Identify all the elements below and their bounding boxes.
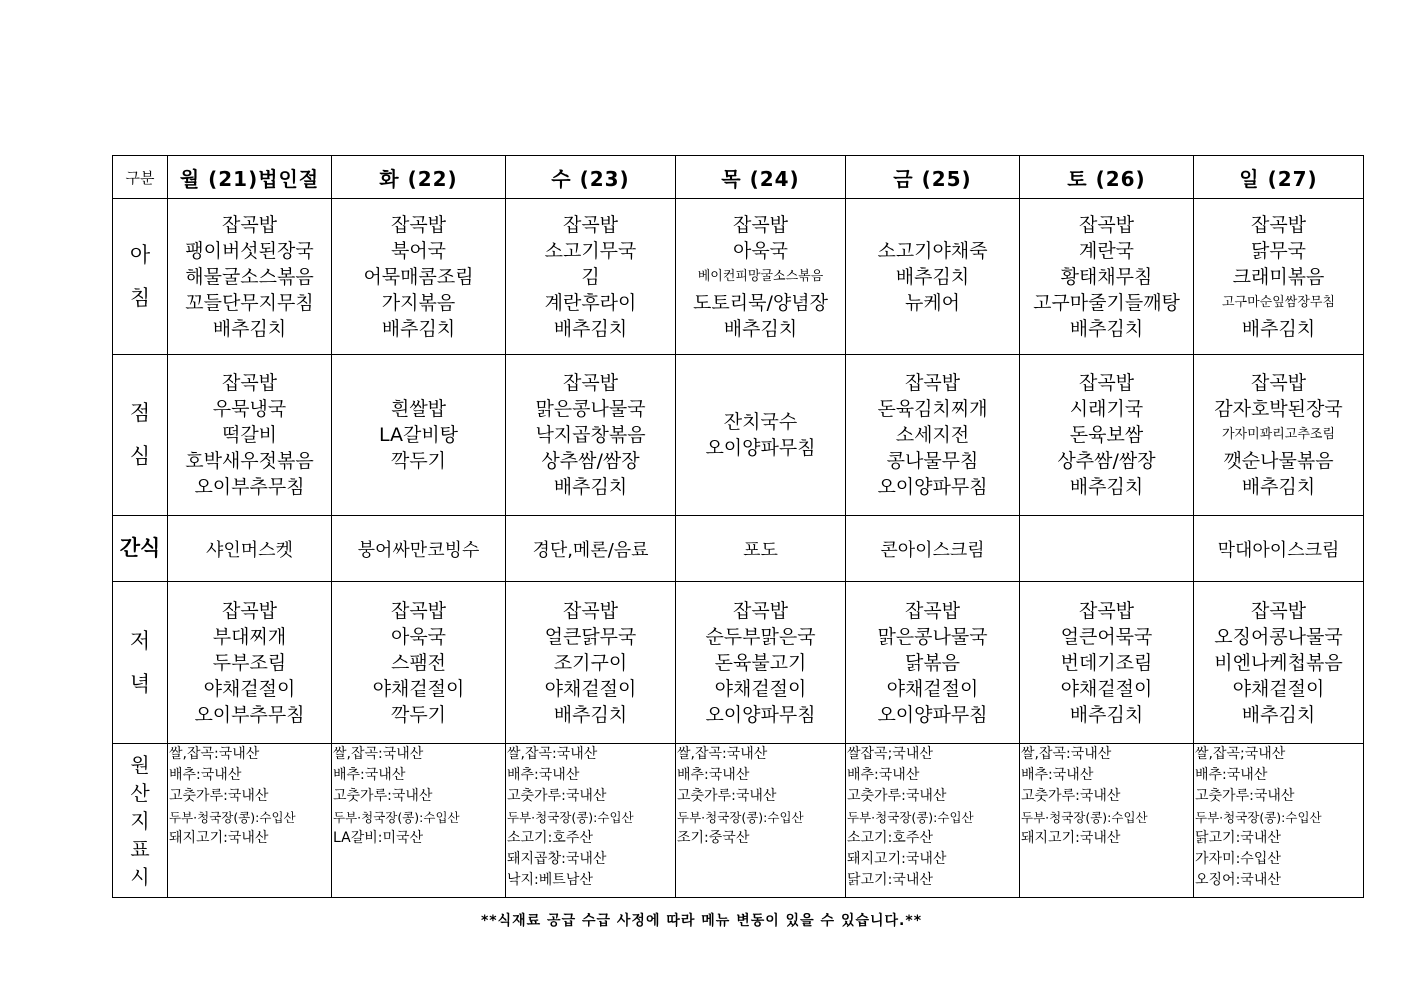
origin-item: 조기:중국산: [677, 830, 750, 846]
menu-item: 부대찌개: [212, 625, 287, 648]
origin-item: 가자미:수입산: [1195, 851, 1281, 867]
lunch-cell-tue: [332, 355, 506, 516]
menu-item: 시래기국: [1069, 398, 1144, 420]
menu-item: 야채겉절이: [886, 677, 979, 700]
menu-item: 해물굴소스볶음: [185, 265, 314, 288]
menu-item: 맑은콩나물국: [535, 398, 646, 420]
origin-label: [113, 744, 168, 898]
origin-item: LA갈비:미국산: [333, 830, 424, 846]
menu-item: 배추김치: [723, 317, 798, 340]
menu-item: 고구마순잎쌈장무침: [1221, 294, 1336, 310]
menu-item: 어묵매콤조림: [363, 265, 474, 288]
menu-item: 가지볶음: [381, 291, 456, 314]
snack-cell-sat: [1020, 516, 1194, 582]
menu-item: 김: [581, 265, 600, 288]
breakfast-cell-wed: [506, 199, 676, 355]
origin-item: 쌀,잡곡:국내산: [169, 746, 260, 762]
origin-item: 쌀,잡곡:국내산: [1021, 746, 1112, 762]
origin-item: 고춧가루:국내산: [333, 788, 433, 804]
menu-item: 배추김치: [895, 265, 970, 288]
menu-item: 도토리묵/양념장: [693, 291, 828, 314]
origin-item: 고춧가루:국내산: [1021, 788, 1121, 804]
origin-item: 고춧가루:국내산: [1195, 788, 1295, 804]
breakfast-cell-sun: [1194, 199, 1364, 355]
menu-item: 오이양파무침: [705, 437, 816, 459]
dinner-cell-wed: [506, 582, 676, 744]
origin-item: 두부·청국장(콩):수입산: [1195, 810, 1322, 825]
menu-item: 비엔나케첩볶음: [1214, 651, 1343, 674]
menu-item: 배추김치: [553, 317, 628, 340]
origin-item: 닭고기:국내산: [1195, 830, 1281, 846]
origin-item: 오징어:국내산: [1195, 872, 1281, 888]
snack-cell-tue: 붕어싸만코빙수: [332, 516, 506, 582]
menu-item: 꼬들단무지무침: [185, 291, 314, 314]
dinner-cell-sat: [1020, 582, 1194, 744]
origin-item: 돼지곱창:국내산: [507, 851, 607, 867]
header-corner: 구분: [113, 156, 168, 199]
origin-item: 두부·청국장(콩):수입산: [1021, 810, 1148, 825]
header-day-tue: 화 (22): [332, 156, 506, 199]
menu-item: 팽이버섯된장국: [185, 239, 314, 262]
origin-item: 배추:국내산: [507, 767, 580, 783]
lunch-cell-wed: [506, 355, 676, 516]
origin-item: 소고기:호주산: [847, 830, 933, 846]
menu-item: 우묵냉국: [212, 398, 287, 420]
origin-item: 배추:국내산: [1021, 767, 1094, 783]
breakfast-row: [113, 199, 1364, 355]
origin-row: [113, 744, 1364, 898]
header-day-sun: 일 (27): [1194, 156, 1364, 199]
lunch-label: [113, 355, 168, 516]
origin-cell-wed: [506, 744, 676, 898]
dinner-cell-mon: [168, 582, 332, 744]
lunch-cell-sun: [1194, 355, 1364, 516]
header-day-sat: 토 (26): [1020, 156, 1194, 199]
origin-item: 소고기:호주산: [507, 830, 593, 846]
menu-item: 고구마줄기들깨탕: [1033, 291, 1180, 314]
menu-item: 북어국: [390, 239, 447, 262]
menu-item: 배추김치: [1069, 317, 1144, 340]
menu-item: 야채겉절이: [203, 677, 296, 700]
dinner-cell-thu: [676, 582, 846, 744]
label-char: 산: [130, 780, 150, 805]
menu-item: 얼큰어묵국: [1060, 625, 1153, 648]
menu-item: LA갈비탕: [378, 424, 459, 446]
origin-item: 두부·청국장(콩):수입산: [169, 810, 296, 825]
menu-item: 깻순나물볶음: [1223, 450, 1334, 472]
menu-item: 잡곡밥: [1250, 213, 1307, 236]
breakfast-label: [113, 199, 168, 355]
menu-item: 잡곡밥: [390, 213, 447, 236]
origin-item: 고춧가루:국내산: [507, 788, 607, 804]
origin-item: 배추:국내산: [333, 767, 406, 783]
origin-item: 쌀,잡곡:국내산: [677, 746, 768, 762]
menu-item: 스팸전: [390, 651, 447, 674]
origin-item: 쌀,잡곡;국내산: [1195, 746, 1286, 762]
menu-item: 오징어콩나물국: [1214, 625, 1343, 648]
origin-cell-mon: [168, 744, 332, 898]
snack-label: 간식: [113, 516, 168, 582]
menu-item: 오이부추무침: [194, 703, 305, 726]
menu-item: 잡곡밥: [1078, 213, 1135, 236]
menu-item: 돈육보쌈: [1069, 424, 1144, 446]
snack-row: [113, 516, 1364, 582]
menu-item: 잡곡밥: [390, 599, 447, 622]
header-row: [113, 156, 1364, 199]
origin-item: 고춧가루:국내산: [677, 788, 777, 804]
label-char: 침: [129, 285, 151, 310]
menu-item: 배추김치: [1069, 703, 1144, 726]
lunch-cell-fri: [846, 355, 1020, 516]
menu-item: 번데기조림: [1060, 651, 1153, 674]
label-char: 저: [129, 628, 151, 653]
breakfast-cell-thu: [676, 199, 846, 355]
menu-item: 배추김치: [1069, 476, 1144, 498]
snack-cell-sun: 막대아이스크림: [1194, 516, 1364, 582]
header-day-mon: 월 (21)법인절: [168, 156, 332, 199]
menu-item: 순두부맑은국: [705, 625, 816, 648]
origin-cell-thu: [676, 744, 846, 898]
menu-item: 맑은콩나물국: [877, 625, 988, 648]
menu-item: 잡곡밥: [221, 599, 278, 622]
origin-item: 두부·청국장(콩):수입산: [847, 810, 974, 825]
menu-item: 잡곡밥: [732, 213, 789, 236]
dinner-cell-fri: [846, 582, 1020, 744]
menu-item: 베이컨피망굴소스볶음: [697, 268, 824, 284]
label-char: 원: [130, 752, 150, 777]
label-char: 지: [130, 808, 150, 833]
menu-item: 잡곡밥: [562, 599, 619, 622]
menu-item: 상추쌈/쌈장: [541, 450, 640, 472]
menu-item: 오이양파무침: [877, 703, 988, 726]
origin-item: 닭고기:국내산: [847, 872, 933, 888]
label-char: 시: [130, 864, 150, 889]
label-char: 표: [130, 836, 150, 861]
dinner-cell-sun: [1194, 582, 1364, 744]
origin-cell-sun: [1194, 744, 1364, 898]
menu-item: 조기구이: [553, 651, 628, 674]
breakfast-cell-tue: [332, 199, 506, 355]
menu-item: 소고기무국: [544, 239, 637, 262]
menu-item: 흰쌀밥: [390, 398, 447, 420]
menu-item: 배추김치: [1241, 317, 1316, 340]
dinner-row: [113, 582, 1364, 744]
menu-item: 오이양파무침: [877, 476, 988, 498]
origin-item: 두부·청국장(콩):수입산: [677, 810, 804, 825]
menu-item: 소고기야채죽: [877, 239, 988, 262]
menu-item: 계란국: [1078, 239, 1135, 262]
menu-item: 잡곡밥: [1250, 599, 1307, 622]
label-char: 아: [129, 242, 151, 267]
menu-item: 배추김치: [553, 476, 628, 498]
menu-item: 떡갈비: [221, 424, 278, 446]
origin-item: 낙지:베트남산: [507, 872, 593, 888]
menu-item: 황태채무침: [1060, 265, 1153, 288]
lunch-cell-mon: [168, 355, 332, 516]
header-day-thu: 목 (24): [676, 156, 846, 199]
origin-cell-sat: [1020, 744, 1194, 898]
menu-item: 계란후라이: [544, 291, 637, 314]
menu-item: 크래미볶음: [1232, 265, 1325, 288]
menu-item: 깍두기: [390, 703, 447, 726]
origin-item: 두부·청국장(콩):수입산: [507, 810, 634, 825]
menu-item: 오이양파무침: [705, 703, 816, 726]
menu-item: 두부조림: [212, 651, 287, 674]
header-day-fri: 금 (25): [846, 156, 1020, 199]
origin-item: 쌀잡곡;국내산: [847, 746, 933, 762]
snack-cell-thu: 포도: [676, 516, 846, 582]
menu-item: 돈육불고기: [714, 651, 807, 674]
menu-item: 잡곡밥: [732, 599, 789, 622]
menu-item: 돈육김치찌개: [877, 398, 988, 420]
menu-item: 얼큰닭무국: [544, 625, 637, 648]
origin-item: 배추:국내산: [677, 767, 750, 783]
menu-item: 잡곡밥: [221, 372, 278, 394]
menu-item: 잔치국수: [723, 411, 798, 433]
origin-item: 쌀,잡곡:국내산: [507, 746, 598, 762]
dinner-cell-tue: [332, 582, 506, 744]
menu-item: 콩나물무침: [886, 450, 979, 472]
menu-item: 아욱국: [732, 239, 789, 262]
menu-item: 잡곡밥: [1078, 599, 1135, 622]
breakfast-cell-sat: [1020, 199, 1194, 355]
origin-item: 배추:국내산: [847, 767, 920, 783]
menu-item: 감자호박된장국: [1214, 398, 1343, 420]
label-char: 녁: [129, 671, 151, 696]
menu-item: 잡곡밥: [904, 599, 961, 622]
menu-item: 깍두기: [390, 450, 447, 472]
origin-item: 돼지고기:국내산: [169, 830, 269, 846]
origin-cell-fri: [846, 744, 1020, 898]
origin-item: 두부·청국장(콩):수입산: [333, 810, 460, 825]
origin-item: 고춧가루:국내산: [847, 788, 947, 804]
label-char: 심: [129, 444, 151, 468]
lunch-row: [113, 355, 1364, 516]
menu-item: 야채겉절이: [372, 677, 465, 700]
snack-cell-fri: 콘아이스크림: [846, 516, 1020, 582]
menu-item: 잡곡밥: [562, 213, 619, 236]
menu-item: 뉴케어: [904, 291, 961, 314]
menu-item: 배추김치: [1241, 476, 1316, 498]
origin-item: 고춧가루:국내산: [169, 788, 269, 804]
menu-item: 배추김치: [553, 703, 628, 726]
menu-item: 소세지전: [895, 424, 970, 446]
dinner-label: [113, 582, 168, 744]
menu-item: 잡곡밥: [1250, 372, 1307, 394]
menu-item: 오이부추무침: [194, 476, 305, 498]
menu-item: 야채겉절이: [1232, 677, 1325, 700]
menu-item: 잡곡밥: [1078, 372, 1135, 394]
menu-item: 배추김치: [381, 317, 456, 340]
menu-item: 잡곡밥: [904, 372, 961, 394]
weekly-menu-table: [112, 155, 1364, 898]
menu-item: 야채겉절이: [714, 677, 807, 700]
lunch-cell-sat: [1020, 355, 1194, 516]
snack-cell-wed: 경단,메론/음료: [506, 516, 676, 582]
snack-cell-mon: 샤인머스켓: [168, 516, 332, 582]
menu-item: 야채겉절이: [544, 677, 637, 700]
menu-item: 아욱국: [390, 625, 447, 648]
origin-item: 배추:국내산: [1195, 767, 1268, 783]
origin-item: 돼지고기:국내산: [1021, 830, 1121, 846]
menu-item: 상추쌈/쌈장: [1057, 450, 1156, 472]
menu-item: 가자미꽈리고추조림: [1221, 427, 1336, 442]
lunch-cell-thu: [676, 355, 846, 516]
menu-item: 배추김치: [212, 317, 287, 340]
label-char: 점: [129, 401, 151, 425]
header-day-wed: 수 (23): [506, 156, 676, 199]
origin-item: 쌀,잡곡:국내산: [333, 746, 424, 762]
breakfast-cell-fri: [846, 199, 1020, 355]
origin-item: 돼지고기:국내산: [847, 851, 947, 867]
menu-item: 호박새우젓볶음: [185, 450, 314, 472]
menu-change-notice: **식재료 공급 수급 사정에 따라 메뉴 변동이 있을 수 있습니다.**: [480, 913, 923, 929]
breakfast-cell-mon: [168, 199, 332, 355]
menu-item: 잡곡밥: [221, 213, 278, 236]
menu-item: 닭볶음: [904, 651, 961, 674]
origin-item: 배추:국내산: [169, 767, 242, 783]
origin-cell-tue: [332, 744, 506, 898]
menu-item: 잡곡밥: [562, 372, 619, 394]
menu-item: 낙지곱창볶음: [535, 424, 646, 446]
menu-item: 야채겉절이: [1060, 677, 1153, 700]
menu-item: 배추김치: [1241, 703, 1316, 726]
menu-item: 닭무국: [1250, 239, 1307, 262]
